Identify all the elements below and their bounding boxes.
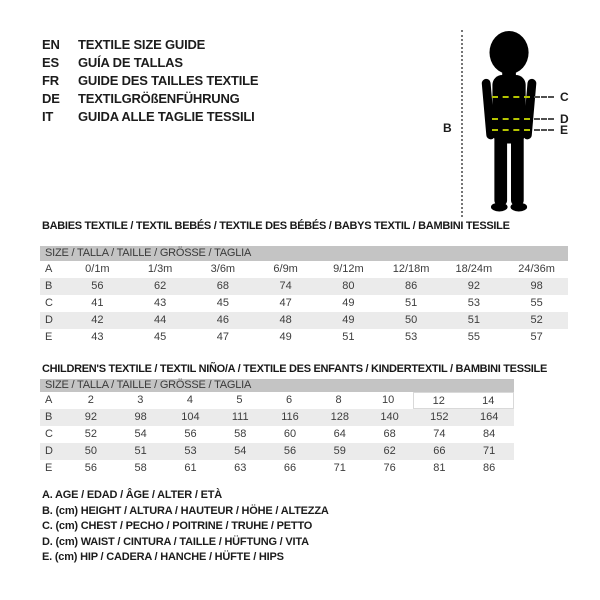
table-cell: 48 <box>279 314 292 326</box>
table-row <box>40 295 568 312</box>
language-title: GUIDE DES TAILLES TEXTILE <box>78 73 259 88</box>
table-cell: 51 <box>467 314 480 326</box>
language-code: EN <box>42 37 60 52</box>
row-label: C <box>45 428 53 440</box>
table-row <box>40 312 568 329</box>
language-row <box>42 108 258 126</box>
table-cell: 86 <box>483 462 496 474</box>
table-row <box>40 261 568 278</box>
babies-size-header-bar: SIZE / TALLA / TAILLE / GRÖSSE / TAGLIA <box>40 246 568 261</box>
table-cell: 56 <box>283 445 297 457</box>
table-cell: 49 <box>279 331 292 343</box>
waist-dash-yellow <box>492 118 530 120</box>
row-label: C <box>45 297 53 309</box>
table-cell: 111 <box>231 411 249 423</box>
language-title: TEXTILE SIZE GUIDE <box>78 37 206 52</box>
babies-size-table <box>40 246 568 346</box>
table-cell: 66 <box>283 462 297 474</box>
table-cell: 84 <box>483 428 496 440</box>
row-label: B <box>45 411 53 423</box>
table-cell: 56 <box>91 280 104 292</box>
table-cell: 9/12m <box>333 263 364 275</box>
table-cell: 55 <box>530 297 543 309</box>
table-cell: 8 <box>335 394 342 406</box>
table-cell: 128 <box>330 411 349 423</box>
language-row <box>42 36 258 54</box>
table-cell: 14 <box>464 392 515 409</box>
table-cell: 3/6m <box>210 263 236 275</box>
chest-dash-yellow <box>492 96 530 98</box>
chest-measure-line <box>492 91 569 103</box>
table-cell: 86 <box>405 280 418 292</box>
table-cell: 56 <box>84 462 98 474</box>
table-cell: 59 <box>333 445 346 457</box>
table-cell: 12/18m <box>392 263 430 275</box>
language-row <box>42 72 258 90</box>
table-cell: 53 <box>405 331 418 343</box>
babies-section-title: BABIES TEXTILE / TEXTIL BEBÉS / TEXTILE DES BÉBÉS / BABYS TEXTIL / BAMBINI TESSILE <box>42 220 510 232</box>
table-cell: 63 <box>234 462 247 474</box>
table-cell: 98 <box>530 280 543 292</box>
hip-measure-line <box>492 124 568 136</box>
table-cell: 58 <box>234 428 247 440</box>
table-cell: 6 <box>285 394 293 406</box>
table-cell: 74 <box>279 280 292 292</box>
language-title-block <box>42 36 258 126</box>
table-cell: 76 <box>383 462 396 474</box>
table-cell: 2 <box>87 394 94 406</box>
table-cell: 42 <box>91 314 104 326</box>
table-cell: 4 <box>186 394 193 406</box>
table-cell: 92 <box>467 280 480 292</box>
height-dotted-line <box>461 30 463 217</box>
table-cell: 140 <box>380 411 399 423</box>
table-cell: 71 <box>333 462 346 474</box>
table-cell: 58 <box>134 462 147 474</box>
legend-line: E. (cm) HIP / CADERA / HANCHE / HÜFTE / HIPS <box>42 551 284 563</box>
table-cell: 152 <box>430 411 449 423</box>
table-cell: 68 <box>383 428 396 440</box>
waist-measure-label: D <box>560 112 569 126</box>
language-title: GUÍA DE TALLAS <box>78 55 183 70</box>
table-cell: 41 <box>91 297 104 309</box>
table-cell: 50 <box>405 314 418 326</box>
table-cell: 55 <box>467 331 480 343</box>
table-cell: 71 <box>483 445 496 457</box>
table-cell: 68 <box>216 280 229 292</box>
table-row <box>40 392 514 409</box>
table-cell: 80 <box>342 280 355 292</box>
language-row <box>42 90 258 108</box>
table-cell: 46 <box>216 314 229 326</box>
table-cell: 3 <box>137 394 144 406</box>
table-cell: 49 <box>342 297 355 309</box>
table-row <box>40 426 514 443</box>
table-cell: 0/1m <box>85 263 110 275</box>
table-cell: 53 <box>184 445 197 457</box>
children-size-table <box>40 379 514 477</box>
language-code: ES <box>42 55 59 70</box>
language-code: FR <box>42 73 59 88</box>
table-row <box>40 329 568 346</box>
table-cell: 45 <box>154 331 167 343</box>
language-row <box>42 54 258 72</box>
legend-line: B. (cm) HEIGHT / ALTURA / HAUTEUR / HÖHE / ALTEZZA <box>42 504 329 517</box>
children-size-header-bar: SIZE / TALLA / TAILLE / GRÖSSE / TAGLIA <box>40 379 514 392</box>
table-cell: 47 <box>216 331 229 343</box>
table-row <box>40 278 568 295</box>
table-cell: 53 <box>467 297 480 309</box>
language-code: IT <box>42 109 54 124</box>
table-cell: 45 <box>216 297 229 309</box>
table-row <box>40 409 514 426</box>
language-code: DE <box>42 91 60 106</box>
table-cell: 61 <box>184 462 197 474</box>
table-cell: 51 <box>134 445 147 457</box>
height-measure-label: B <box>443 121 452 135</box>
table-cell: 51 <box>342 331 355 343</box>
legend-line: D. (cm) WAIST / CINTURA / TAILLE / HÜFTUNG / VITA <box>42 535 309 548</box>
table-cell: 18/24m <box>455 263 493 275</box>
measurement-legend <box>42 488 329 566</box>
table-cell: 54 <box>134 428 147 440</box>
table-cell: 74 <box>433 428 446 440</box>
legend-line: A. AGE / EDAD / ÂGE / ALTER / ETÀ <box>42 489 223 501</box>
row-label: A <box>45 394 53 406</box>
chest-dash-gray <box>534 96 554 98</box>
table-cell: 66 <box>433 445 446 457</box>
table-cell: 60 <box>283 428 297 440</box>
hip-measure-label: E <box>560 123 569 137</box>
table-cell: 164 <box>479 411 499 423</box>
table-cell: 49 <box>342 314 355 326</box>
table-cell: 24/36m <box>518 263 555 275</box>
legend-line: C. (cm) CHEST / PECHO / POITRINE / TRUHE / PETTO <box>42 520 313 532</box>
table-cell: 10 <box>382 394 395 406</box>
hip-dash-gray <box>534 129 554 131</box>
table-cell: 54 <box>234 445 247 457</box>
row-label: D <box>45 445 53 457</box>
table-cell: 12 <box>413 392 464 409</box>
row-label: B <box>45 280 53 292</box>
table-cell: 1/3m <box>147 263 173 275</box>
table-cell: 62 <box>383 445 396 457</box>
table-cell: 116 <box>281 411 299 423</box>
children-table-rows <box>40 392 514 477</box>
table-cell: 47 <box>279 297 292 309</box>
table-cell: 57 <box>530 331 543 343</box>
table-cell: 56 <box>184 428 197 440</box>
row-label: D <box>45 314 53 326</box>
table-cell: 43 <box>91 331 104 343</box>
table-row <box>40 443 514 460</box>
table-cell: 50 <box>84 445 98 457</box>
chest-measure-label: C <box>560 90 569 104</box>
table-cell: 51 <box>405 297 418 309</box>
language-title: TEXTILGRÖßENFÜHRUNG <box>78 91 240 106</box>
table-cell: 62 <box>154 280 167 292</box>
table-row <box>40 460 514 477</box>
table-cell: 81 <box>433 462 446 474</box>
row-label: A <box>45 263 53 275</box>
children-section-title: CHILDREN'S TEXTILE / TEXTIL NIÑO/A / TEXTILE DES ENFANTS / KINDERTEXTIL / BAMBINI TESSILE <box>42 363 547 375</box>
table-cell: 6/9m <box>273 263 298 275</box>
table-cell: 64 <box>333 428 346 440</box>
table-cell: 52 <box>530 314 543 326</box>
table-cell: 5 <box>236 394 243 406</box>
table-cell: 44 <box>154 314 167 326</box>
language-title: GUIDA ALLE TAGLIE TESSILI <box>78 109 255 124</box>
babies-table-rows <box>40 261 568 346</box>
table-cell: 104 <box>181 411 200 423</box>
row-label: E <box>45 462 53 474</box>
hip-dash-yellow <box>492 129 530 131</box>
table-cell: 98 <box>134 411 147 423</box>
table-cell: 52 <box>84 428 98 440</box>
table-cell: 43 <box>154 297 167 309</box>
table-cell: 92 <box>84 411 98 423</box>
waist-dash-gray <box>534 118 554 120</box>
row-label: E <box>45 331 53 343</box>
